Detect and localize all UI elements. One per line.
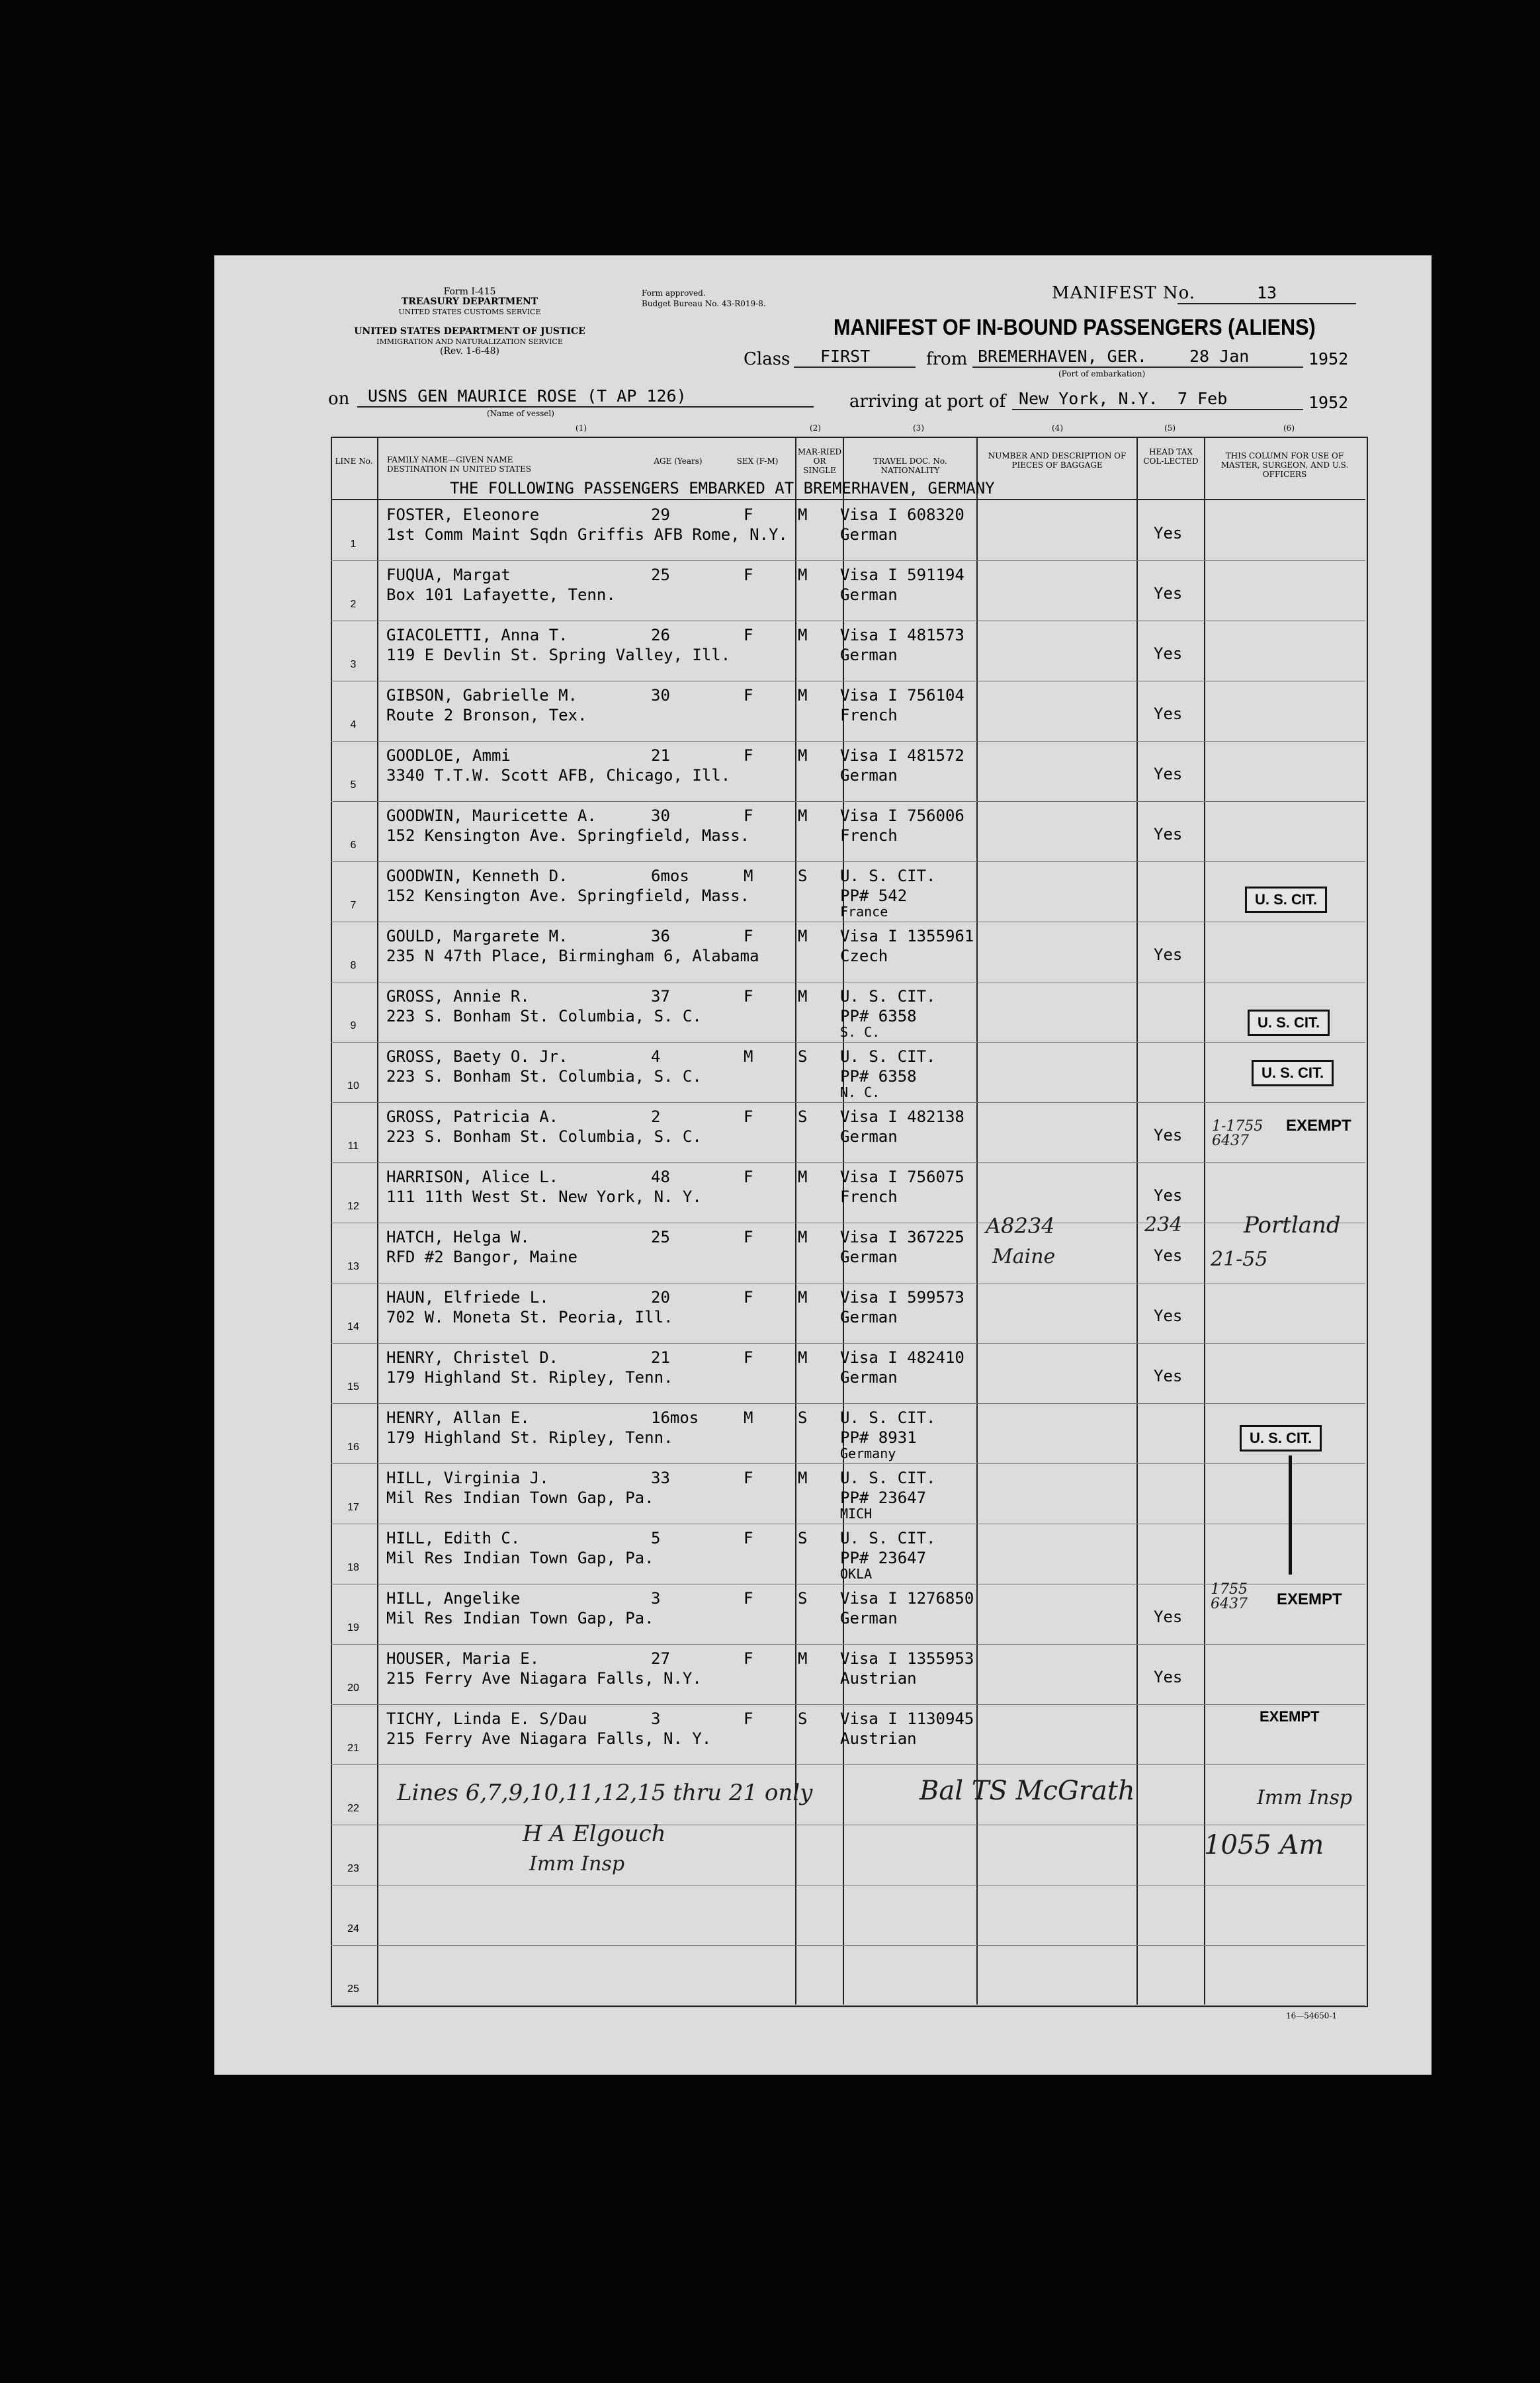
marital-status: S bbox=[798, 1107, 808, 1126]
passenger-destination: 215 Ferry Ave Niagara Falls, N.Y. bbox=[386, 1669, 702, 1688]
handwritten-exempt-no: 1-1755 6437 bbox=[1212, 1118, 1263, 1149]
col-age-header: AGE (Years) bbox=[654, 456, 703, 466]
passenger-name: HENRY, Allan E. bbox=[386, 1408, 530, 1427]
line-number: 16 bbox=[347, 1442, 359, 1453]
head-tax: Yes bbox=[1154, 945, 1183, 964]
nationality-extra: Germany bbox=[840, 1446, 896, 1461]
passenger-name: HOUSER, Maria E. bbox=[386, 1649, 540, 1668]
arrival-line bbox=[1012, 409, 1303, 410]
passenger-name: GIBSON, Gabrielle M. bbox=[386, 686, 578, 705]
line-number: 25 bbox=[347, 1983, 359, 1995]
nationality: PP# 6358 bbox=[840, 1067, 917, 1086]
passenger-sex: F bbox=[744, 746, 753, 765]
passenger-name: GROSS, Patricia A. bbox=[386, 1107, 559, 1126]
head-tax: Yes bbox=[1154, 584, 1183, 603]
passenger-age: 2 bbox=[651, 1107, 661, 1126]
manifest-no: 13 bbox=[1257, 283, 1277, 302]
head-tax: Yes bbox=[1154, 1367, 1183, 1385]
line-number: 9 bbox=[350, 1020, 357, 1031]
row-divider bbox=[331, 1102, 1365, 1103]
travel-document: Visa I 591194 bbox=[840, 566, 964, 584]
from-label: from bbox=[926, 349, 968, 369]
passenger-sex: F bbox=[744, 1348, 753, 1367]
line-number: 1 bbox=[350, 539, 357, 550]
passenger-name: HILL, Virginia J. bbox=[386, 1469, 549, 1487]
row-divider bbox=[331, 1042, 1365, 1043]
handwritten-footer-signature: Imm Insp bbox=[1257, 1786, 1353, 1809]
nationality: Czech bbox=[840, 947, 888, 965]
passenger-age: 25 bbox=[651, 1228, 670, 1246]
col-num-1: (1) bbox=[576, 423, 587, 433]
travel-document: U. S. CIT. bbox=[840, 987, 936, 1006]
line-number: 18 bbox=[347, 1562, 359, 1573]
nationality: French bbox=[840, 826, 898, 845]
line-number: 2 bbox=[350, 599, 357, 610]
passenger-name: GROSS, Annie R. bbox=[386, 987, 530, 1006]
nationality-extra: MICH bbox=[840, 1506, 873, 1522]
vessel-line bbox=[357, 406, 814, 408]
embarked-line: THE FOLLOWING PASSENGERS EMBARKED AT BREMERHAVEN, GERMANY bbox=[450, 479, 995, 498]
ins-service: IMMIGRATION AND NATURALIZATION SERVICE bbox=[376, 337, 563, 346]
us-cit-stamp: U. S. CIT. bbox=[1252, 1060, 1334, 1086]
col-baggage-header: NUMBER AND DESCRIPTION OF PIECES OF BAGGAGE bbox=[988, 451, 1127, 470]
marital-status: M bbox=[798, 987, 808, 1006]
nationality: German bbox=[840, 1609, 898, 1627]
handwritten-officer-note: 21-55 bbox=[1211, 1248, 1268, 1271]
head-tax: Yes bbox=[1154, 644, 1183, 663]
passenger-age: 21 bbox=[651, 746, 670, 765]
passenger-name: GIACOLETTI, Anna T. bbox=[386, 626, 568, 644]
passenger-age: 30 bbox=[651, 806, 670, 825]
marital-status: M bbox=[798, 1469, 808, 1487]
marital-status: M bbox=[798, 806, 808, 825]
exempt-stamp: EXEMPT bbox=[1277, 1590, 1342, 1608]
col-officers-header: THIS COLUMN FOR USE OF MASTER, SURGEON, AND U.S. OFFICERS bbox=[1220, 451, 1349, 479]
col-name-header: FAMILY NAME—GIVEN NAME DESTINATION IN UNITED STATES bbox=[387, 455, 531, 474]
handwritten-footer-signature: Bal TS McGrath bbox=[920, 1776, 1135, 1806]
manifest-title: MANIFEST OF IN-BOUND PASSENGERS (ALIENS) bbox=[834, 315, 1316, 340]
passenger-sex: F bbox=[744, 1168, 753, 1186]
col-sex-header: SEX (F-M) bbox=[736, 456, 779, 466]
from-year: 1952 bbox=[1308, 349, 1349, 368]
nationality: PP# 542 bbox=[840, 887, 908, 905]
exempt-stamp: EXEMPT bbox=[1260, 1708, 1320, 1725]
travel-document: Visa I 756075 bbox=[840, 1168, 964, 1186]
nationality: PP# 6358 bbox=[840, 1007, 917, 1025]
travel-document: Visa I 1276850 bbox=[840, 1589, 974, 1608]
handwritten-tax: 234 bbox=[1144, 1213, 1183, 1236]
passenger-age: 37 bbox=[651, 987, 670, 1006]
marital-status: M bbox=[798, 686, 808, 705]
nationality: German bbox=[840, 1308, 898, 1326]
passenger-age: 16mos bbox=[651, 1408, 699, 1427]
handwritten-time: 1055 Am bbox=[1204, 1830, 1324, 1860]
line-number: 5 bbox=[350, 779, 357, 791]
passenger-sex: F bbox=[744, 1710, 753, 1728]
nationality: German bbox=[840, 766, 898, 785]
passenger-destination: 111 11th West St. New York, N. Y. bbox=[386, 1188, 702, 1206]
head-tax: Yes bbox=[1154, 1668, 1183, 1686]
handwritten-officer-note: Portland bbox=[1244, 1212, 1341, 1238]
passenger-destination: 179 Highland St. Ripley, Tenn. bbox=[386, 1428, 673, 1447]
passenger-destination: 1st Comm Maint Sqdn Griffis AFB Rome, N.Y. bbox=[386, 525, 788, 544]
passenger-name: HENRY, Christel D. bbox=[386, 1348, 559, 1367]
col-divider bbox=[1204, 437, 1205, 2005]
nationality: German bbox=[840, 1368, 898, 1387]
marital-status: M bbox=[798, 505, 808, 524]
row-divider bbox=[331, 1162, 1365, 1163]
row-divider bbox=[331, 2005, 1365, 2006]
travel-document: Visa I 482138 bbox=[840, 1107, 964, 1126]
head-tax: Yes bbox=[1154, 1246, 1183, 1265]
passenger-sex: F bbox=[744, 987, 753, 1006]
arrival-year: 1952 bbox=[1308, 393, 1349, 412]
us-cit-stamp: U. S. CIT. bbox=[1248, 1010, 1330, 1036]
passenger-sex: M bbox=[744, 1047, 753, 1066]
manifest-no-label: MANIFEST No. bbox=[1052, 283, 1196, 303]
passenger-destination: 3340 T.T.W. Scott AFB, Chicago, Ill. bbox=[386, 766, 731, 785]
class-label: Class bbox=[744, 349, 791, 369]
row-divider bbox=[331, 861, 1365, 862]
passenger-destination: 223 S. Bonham St. Columbia, S. C. bbox=[386, 1067, 702, 1086]
passenger-name: GOULD, Margarete M. bbox=[386, 927, 568, 945]
head-tax: Yes bbox=[1154, 765, 1183, 783]
nationality: French bbox=[840, 1188, 898, 1206]
marital-status: M bbox=[798, 1168, 808, 1186]
line-number: 22 bbox=[347, 1803, 359, 1814]
line-number: 4 bbox=[350, 719, 357, 730]
marital-status: M bbox=[798, 1348, 808, 1367]
marital-status: S bbox=[798, 1529, 808, 1547]
handwritten-baggage: Maine bbox=[992, 1245, 1056, 1268]
marital-status: S bbox=[798, 1408, 808, 1427]
col-divider bbox=[377, 437, 378, 2005]
form-footer-code: 16—54650-1 bbox=[1286, 2011, 1338, 2020]
from-date: 28 Jan bbox=[1189, 347, 1250, 366]
nationality-extra: S. C. bbox=[840, 1024, 880, 1040]
passenger-destination: Mil Res Indian Town Gap, Pa. bbox=[386, 1549, 654, 1567]
head-tax: Yes bbox=[1154, 825, 1183, 844]
handwritten-signature: Imm Insp bbox=[529, 1852, 625, 1876]
passenger-destination: 152 Kensington Ave. Springfield, Mass. bbox=[386, 887, 750, 905]
row-divider bbox=[331, 801, 1365, 802]
passenger-age: 25 bbox=[651, 566, 670, 584]
col-line-header: LINE No. bbox=[335, 456, 373, 466]
customs-service: UNITED STATES CUSTOMS SERVICE bbox=[398, 308, 541, 316]
travel-document: U. S. CIT. bbox=[840, 1529, 936, 1547]
passenger-sex: F bbox=[744, 927, 753, 945]
line-number: 19 bbox=[347, 1622, 359, 1633]
line-number: 14 bbox=[347, 1321, 359, 1332]
passenger-name: HATCH, Helga W. bbox=[386, 1228, 530, 1246]
class-value: FIRST bbox=[820, 347, 871, 366]
line-number: 10 bbox=[347, 1080, 359, 1092]
nationality: PP# 23647 bbox=[840, 1549, 927, 1567]
line-number: 23 bbox=[347, 1863, 359, 1874]
passenger-sex: F bbox=[744, 1288, 753, 1307]
nationality: PP# 23647 bbox=[840, 1489, 927, 1507]
col-divider bbox=[1136, 437, 1138, 2005]
row-divider bbox=[331, 1764, 1365, 1765]
header-divider bbox=[331, 499, 1365, 500]
passenger-name: HARRISON, Alice L. bbox=[386, 1168, 559, 1186]
passenger-age: 21 bbox=[651, 1348, 670, 1367]
passenger-sex: F bbox=[744, 626, 753, 644]
passenger-sex: F bbox=[744, 686, 753, 705]
justice-dept: UNITED STATES DEPARTMENT OF JUSTICE bbox=[354, 326, 585, 337]
row-divider bbox=[331, 1403, 1365, 1404]
stamp-arrow bbox=[1289, 1455, 1292, 1575]
travel-document: Visa I 1355953 bbox=[840, 1649, 974, 1668]
row-divider bbox=[331, 1343, 1365, 1344]
budget-bureau: Budget Bureau No. 43-R019-8. bbox=[642, 299, 766, 308]
head-tax: Yes bbox=[1154, 524, 1183, 542]
col-married-header: MAR-RIED OR SINGLE bbox=[797, 447, 842, 475]
col-tax-header: HEAD TAX COL-LECTED bbox=[1143, 447, 1199, 466]
passenger-name: GOODLOE, Ammi bbox=[386, 746, 511, 765]
passenger-destination: 179 Highland St. Ripley, Tenn. bbox=[386, 1368, 673, 1387]
line-number: 6 bbox=[350, 840, 357, 851]
travel-document: U. S. CIT. bbox=[840, 1047, 936, 1066]
passenger-name: FUQUA, Margat bbox=[386, 566, 511, 584]
marital-status: S bbox=[798, 1047, 808, 1066]
nationality: German bbox=[840, 585, 898, 604]
us-cit-stamp: U. S. CIT. bbox=[1240, 1425, 1322, 1451]
line-number: 7 bbox=[350, 900, 357, 911]
passenger-sex: F bbox=[744, 1589, 753, 1608]
marital-status: M bbox=[798, 1288, 808, 1307]
passenger-destination: Mil Res Indian Town Gap, Pa. bbox=[386, 1609, 654, 1627]
form-number: Form I-415 bbox=[443, 286, 496, 297]
travel-document: Visa I 599573 bbox=[840, 1288, 964, 1307]
marital-status: M bbox=[798, 626, 808, 644]
marital-status: S bbox=[798, 867, 808, 885]
passenger-destination: Route 2 Bronson, Tex. bbox=[386, 706, 587, 724]
us-cit-stamp: U. S. CIT. bbox=[1245, 887, 1327, 913]
on-label: on bbox=[328, 389, 350, 409]
nationality-extra: N. C. bbox=[840, 1084, 880, 1100]
passenger-name: GROSS, Baety O. Jr. bbox=[386, 1047, 568, 1066]
travel-document: Visa I 1355961 bbox=[840, 927, 974, 945]
passenger-name: TICHY, Linda E. S/Dau bbox=[386, 1710, 587, 1728]
passenger-destination: 223 S. Bonham St. Columbia, S. C. bbox=[386, 1007, 702, 1025]
passenger-name: GOODWIN, Mauricette A. bbox=[386, 806, 597, 825]
head-tax: Yes bbox=[1154, 1126, 1183, 1145]
passenger-sex: F bbox=[744, 1228, 753, 1246]
passenger-destination: RFD #2 Bangor, Maine bbox=[386, 1248, 578, 1266]
travel-document: Visa I 756104 bbox=[840, 686, 964, 705]
nationality: French bbox=[840, 706, 898, 724]
passenger-age: 3 bbox=[651, 1710, 661, 1728]
passenger-destination: 702 W. Moneta St. Peoria, Ill. bbox=[386, 1308, 673, 1326]
marital-status: M bbox=[798, 1228, 808, 1246]
treasury-dept: TREASURY DEPARTMENT bbox=[401, 296, 538, 307]
passenger-sex: F bbox=[744, 566, 753, 584]
marital-status: S bbox=[798, 1710, 808, 1728]
nationality: German bbox=[840, 525, 898, 544]
handwritten-footer-note: Lines 6,7,9,10,11,12,15 thru 21 only bbox=[397, 1780, 813, 1806]
vessel-name: USNS GEN MAURICE ROSE (T AP 126) bbox=[368, 386, 687, 406]
nationality: German bbox=[840, 1248, 898, 1266]
travel-document: Visa I 481572 bbox=[840, 746, 964, 765]
travel-document: U. S. CIT. bbox=[840, 867, 936, 885]
passenger-name: GOODWIN, Kenneth D. bbox=[386, 867, 568, 885]
nationality: Austrian bbox=[840, 1669, 917, 1688]
travel-document: Visa I 608320 bbox=[840, 505, 964, 524]
travel-document: Visa I 481573 bbox=[840, 626, 964, 644]
passenger-sex: F bbox=[744, 1469, 753, 1487]
line-number: 21 bbox=[347, 1743, 359, 1754]
head-tax: Yes bbox=[1154, 1186, 1183, 1205]
col-divider bbox=[795, 437, 796, 2005]
col-num-5: (5) bbox=[1164, 423, 1176, 433]
row-divider bbox=[331, 1463, 1365, 1464]
passenger-destination: 235 N 47th Place, Birmingham 6, Alabama bbox=[386, 947, 759, 965]
nationality: German bbox=[840, 646, 898, 664]
embark-note: (Port of embarkation) bbox=[1058, 369, 1146, 378]
exempt-stamp: EXEMPT bbox=[1286, 1117, 1351, 1135]
passenger-destination: Box 101 Lafayette, Tenn. bbox=[386, 585, 616, 604]
nationality-extra: OKLA bbox=[840, 1566, 873, 1582]
passenger-sex: F bbox=[744, 1529, 753, 1547]
arriving-label: arriving at port of bbox=[849, 392, 1006, 412]
col-travel-header: TRAVEL DOC. No. NATIONALITY bbox=[873, 456, 947, 475]
manifest-table bbox=[331, 437, 1368, 2007]
class-line bbox=[794, 367, 916, 368]
passenger-age: 27 bbox=[651, 1649, 670, 1668]
marital-status: M bbox=[798, 566, 808, 584]
line-number: 8 bbox=[350, 960, 357, 971]
passenger-age: 20 bbox=[651, 1288, 670, 1307]
passenger-sex: F bbox=[744, 1649, 753, 1668]
revision: (Rev. 1-6-48) bbox=[440, 346, 499, 357]
manifest-no-line bbox=[1177, 303, 1356, 304]
passenger-age: 48 bbox=[651, 1168, 670, 1186]
travel-document: Visa I 1130945 bbox=[840, 1710, 974, 1728]
handwritten-signature: H A Elgouch bbox=[523, 1821, 666, 1847]
passenger-sex: M bbox=[744, 1408, 753, 1427]
passenger-age: 36 bbox=[651, 927, 670, 945]
passenger-sex: F bbox=[744, 505, 753, 524]
vessel-note: (Name of vessel) bbox=[487, 409, 554, 418]
line-number: 12 bbox=[347, 1201, 359, 1212]
travel-document: Visa I 756006 bbox=[840, 806, 964, 825]
passenger-sex: F bbox=[744, 806, 753, 825]
col-num-6: (6) bbox=[1283, 423, 1295, 433]
passenger-name: HAUN, Elfriede L. bbox=[386, 1288, 549, 1307]
passenger-destination: Mil Res Indian Town Gap, Pa. bbox=[386, 1489, 654, 1507]
marital-status: M bbox=[798, 927, 808, 945]
col-num-2: (2) bbox=[810, 423, 821, 433]
passenger-age: 5 bbox=[651, 1529, 661, 1547]
passenger-age: 33 bbox=[651, 1469, 670, 1487]
marital-status: M bbox=[798, 746, 808, 765]
row-divider bbox=[331, 560, 1365, 561]
col-num-3: (3) bbox=[913, 423, 924, 433]
travel-document: Visa I 367225 bbox=[840, 1228, 964, 1246]
handwritten-baggage: A8234 bbox=[986, 1213, 1055, 1238]
passenger-age: 4 bbox=[651, 1047, 661, 1066]
marital-status: S bbox=[798, 1589, 808, 1608]
head-tax: Yes bbox=[1154, 705, 1183, 723]
passenger-name: HILL, Edith C. bbox=[386, 1529, 521, 1547]
nationality: PP# 8931 bbox=[840, 1428, 917, 1447]
nationality: Austrian bbox=[840, 1729, 917, 1748]
passenger-sex: F bbox=[744, 1107, 753, 1126]
passenger-destination: 223 S. Bonham St. Columbia, S. C. bbox=[386, 1127, 702, 1146]
line-number: 13 bbox=[347, 1261, 359, 1272]
passenger-age: 26 bbox=[651, 626, 670, 644]
from-line bbox=[972, 367, 1303, 368]
line-number: 15 bbox=[347, 1381, 359, 1393]
arrival-date: 7 Feb bbox=[1177, 389, 1228, 408]
passenger-age: 30 bbox=[651, 686, 670, 705]
passenger-age: 3 bbox=[651, 1589, 661, 1608]
passenger-destination: 119 E Devlin St. Spring Valley, Ill. bbox=[386, 646, 731, 664]
passenger-name: FOSTER, Eleonore bbox=[386, 505, 540, 524]
head-tax: Yes bbox=[1154, 1608, 1183, 1626]
nationality: German bbox=[840, 1127, 898, 1146]
travel-document: U. S. CIT. bbox=[840, 1408, 936, 1427]
passenger-destination: 152 Kensington Ave. Springfield, Mass. bbox=[386, 826, 750, 845]
line-number: 20 bbox=[347, 1682, 359, 1694]
passenger-destination: 215 Ferry Ave Niagara Falls, N. Y. bbox=[386, 1729, 712, 1748]
head-tax: Yes bbox=[1154, 1307, 1183, 1325]
marital-status: M bbox=[798, 1649, 808, 1668]
line-number: 24 bbox=[347, 1923, 359, 1934]
line-number: 17 bbox=[347, 1502, 359, 1513]
passenger-name: HILL, Angelike bbox=[386, 1589, 521, 1608]
col-num-4: (4) bbox=[1052, 423, 1063, 433]
passenger-sex: M bbox=[744, 867, 753, 885]
row-divider bbox=[331, 1644, 1365, 1645]
nationality-extra: France bbox=[840, 904, 888, 920]
handwritten-exempt-no: 1755 6437 bbox=[1211, 1581, 1248, 1612]
row-divider bbox=[331, 1704, 1365, 1705]
travel-document: Visa I 482410 bbox=[840, 1348, 964, 1367]
line-number: 11 bbox=[347, 1141, 359, 1152]
col-divider bbox=[976, 437, 978, 2005]
line-number: 3 bbox=[350, 659, 357, 670]
from-value: BREMERHAVEN, GER. bbox=[978, 347, 1147, 366]
travel-document: U. S. CIT. bbox=[840, 1469, 936, 1487]
passenger-age: 29 bbox=[651, 505, 670, 524]
col-divider bbox=[843, 437, 844, 2005]
form-approved: Form approved. bbox=[642, 288, 706, 298]
row-divider bbox=[331, 1945, 1365, 1946]
passenger-age: 6mos bbox=[651, 867, 689, 885]
row-divider bbox=[331, 741, 1365, 742]
arrival-port: New York, N.Y. bbox=[1019, 389, 1158, 408]
